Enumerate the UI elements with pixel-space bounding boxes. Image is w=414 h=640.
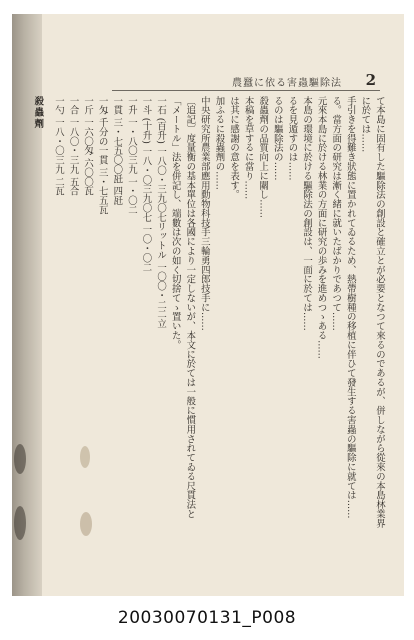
vertical-text-body: [32, 96, 386, 534]
conversion-row: 一斗 (十升) 一八・〇三九〇七 一〇・〇二: [140, 96, 152, 272]
paragraph: 加ふるに殺蟲劑の……: [213, 96, 225, 190]
paragraph: るのは驅除法の……: [271, 96, 283, 181]
binding-hole: [14, 506, 26, 540]
section-heading: 殺蟲劑: [32, 96, 44, 131]
running-header: [112, 71, 380, 91]
paragraph: 本島の環境に於ける驅除法の創設は、一面に於ては……: [301, 96, 313, 331]
image-caption: 20030070131_P008: [117, 608, 297, 628]
paragraph: て本島に固有した驅除法の創設と確立とが必要となつて來るのであるが、併しながら從來の本島林業界に於ては……: [359, 96, 385, 528]
paper-stain: [80, 512, 92, 536]
conversion-row: 一石 (百升) 一八〇・三九〇七リットル 一〇〇・二二立: [155, 96, 167, 329]
running-header-title: 農蠶に依る害蟲驅除法: [232, 78, 342, 89]
conversion-row: 一貫 三・七五〇〇瓩 四瓩: [111, 96, 123, 206]
paragraph: 殺蟲劑の品質向上に關し……: [257, 96, 269, 219]
paragraph: 元來本島に於ける林業の方面に研究の歩みを進めつゝある……: [315, 96, 327, 359]
paper-stain: [80, 446, 90, 468]
conversion-row: 一勺 一八・〇三九 二瓦: [52, 96, 64, 196]
page-number: 2: [365, 71, 376, 89]
conversion-row: 一升 一・八〇三九 一・〇二: [125, 96, 137, 215]
paragraph: 手引きを得難き狀態に置かれてゐるため、熱帶樹種の移植に伴ひて發生する害蟲の驅除に就ては……: [344, 96, 356, 519]
scanned-page: [12, 14, 404, 596]
paragraph: る。當方面の研究は漸く緒に就いたばかりであつて……: [330, 96, 342, 331]
conversion-row: 一合 一八〇・三九 五合: [67, 96, 79, 196]
paragraph: は其に感謝の意を表す。: [228, 96, 240, 200]
paragraph: 中央研究所農業部應用動物科技手三輪勇四郎技手に……: [198, 96, 210, 331]
book-page: [32, 14, 404, 596]
addendum-note: 〔追記〕度量衡の基本單位は各國により一定しないが、本文に於ては一般に慣用されてゐる尺貫法と「メートル」法を併記し、端數は次の如く切捨てゝ置いた。: [169, 96, 196, 519]
paragraph: 本稿を草するに當り……: [242, 96, 254, 200]
binding-hole: [14, 444, 26, 474]
conversion-row: 一匁 千分の一貫 三・七五瓦: [96, 96, 108, 215]
conversion-row: 一斤 一六〇匁 六〇〇瓦: [82, 96, 94, 196]
paragraph: るを見遁すのは……: [286, 96, 298, 181]
